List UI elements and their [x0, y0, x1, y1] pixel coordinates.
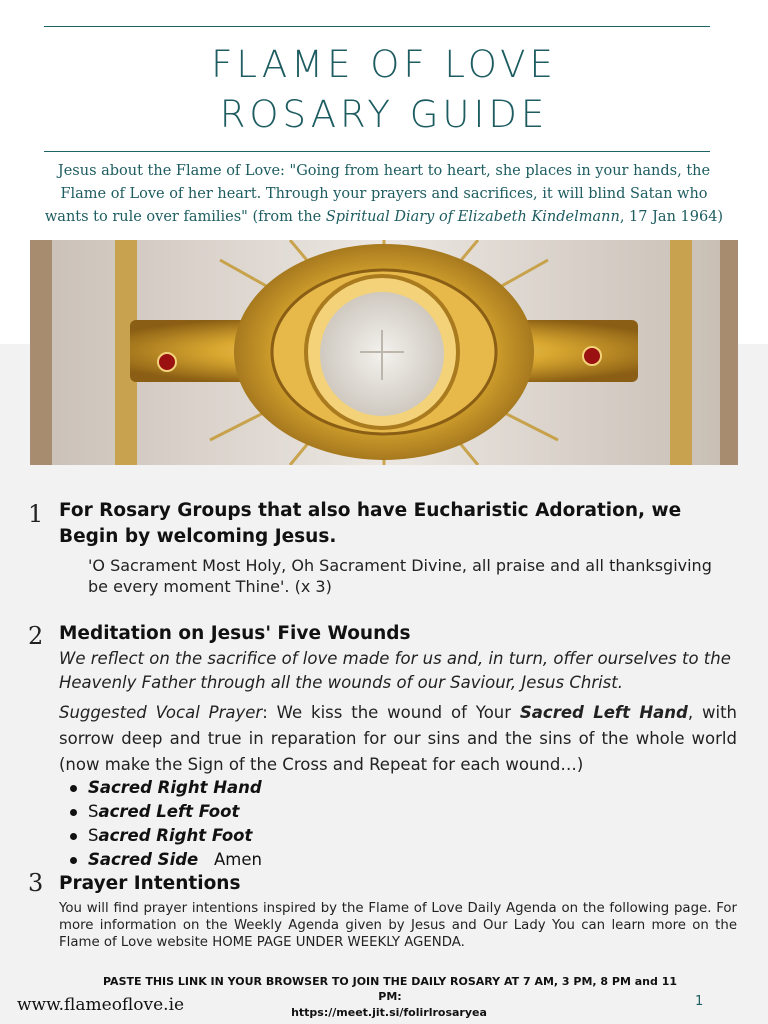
wound-prefix: S — [88, 826, 99, 845]
step-2-heading: Meditation on Jesus' Five Wounds — [59, 623, 411, 644]
wound-name: Sacred Side — [88, 850, 199, 869]
page-title-line1: FLAME OF LOVE — [211, 43, 557, 86]
vocal-prayer-wound: Sacred Left Hand — [519, 703, 688, 722]
quote-source-title: Spiritual Diary of Elizabeth Kindelmann — [325, 209, 620, 225]
step-3-heading: Prayer Intentions — [59, 873, 241, 894]
wound-name: Sacred Right Hand — [88, 778, 262, 797]
step-1-number: 1 — [28, 500, 44, 528]
top-divider — [44, 26, 710, 27]
meeting-link[interactable]: https://meet.jit.si/folirlrosaryea — [291, 1006, 487, 1019]
page-title-line2: ROSARY GUIDE — [219, 93, 549, 136]
website-link[interactable]: www.flameoflove.ie — [17, 995, 185, 1015]
step-2-number: 2 — [28, 622, 44, 650]
step-3-number: 3 — [28, 869, 44, 897]
list-item — [68, 824, 262, 848]
vocal-prayer-label: Suggested Vocal Prayer — [59, 703, 263, 722]
wound-prefix: S — [88, 802, 99, 821]
wound-name: acred Right Foot — [98, 826, 253, 845]
title-divider — [44, 151, 710, 152]
wound-suffix: Amen — [198, 850, 262, 869]
page-number: 1 — [695, 994, 704, 1009]
quote-text: Jesus about the Flame of Love: "Going from heart to heart, she places in your hands, the Flame of Love of her heart. Through your prayers and sacrifices, it will blind Satan who wants to rule over families" (from the — [44, 163, 711, 225]
step-2-reflection: We reflect on the sacrifice of love made for us and, in turn, offer ourselves to the Heavenly Father through all the wounds of our Saviour, Jesus Christ. — [59, 649, 731, 692]
step-3-body: You will find prayer intentions inspired by the Flame of Love Daily Agenda on the following page. For more information on the Weekly Agenda given by Jesus and Our Lady You can learn more on the Flame of Love website HOME PAGE UNDER WEEKLY AGENDA. — [59, 901, 737, 950]
list-item — [68, 776, 262, 800]
list-item — [68, 800, 262, 824]
monstrance-image — [30, 240, 738, 465]
wound-name: acred Left Foot — [98, 802, 240, 821]
step-1-prayer: 'O Sacrament Most Holy, Oh Sacrament Divine, all praise and all thanksgiving be every moment Thine'. (x 3) — [88, 556, 712, 596]
step-2-vocal-prayer — [59, 700, 737, 778]
step-1-heading: For Rosary Groups that also have Eucharistic Adoration, we Begin by welcoming Jesus. — [59, 500, 682, 547]
wounds-list — [68, 776, 262, 872]
intro-quote — [44, 160, 724, 229]
join-instructions: PASTE THIS LINK IN YOUR BROWSER TO JOIN THE DAILY ROSARY AT 7 AM, 3 PM, 8 PM and 11 PM: — [103, 975, 677, 1003]
vocal-prayer-text: : We kiss the wound of Your — [262, 703, 520, 722]
list-item — [68, 848, 262, 872]
vocal-prayer-rest: , with sorrow deep and true in reparation for our sins and the sins of the whole world (now make the Sign of the Cross and Repeat for each wound…) — [59, 703, 738, 774]
quote-date: , 17 Jan 1964) — [619, 209, 724, 225]
